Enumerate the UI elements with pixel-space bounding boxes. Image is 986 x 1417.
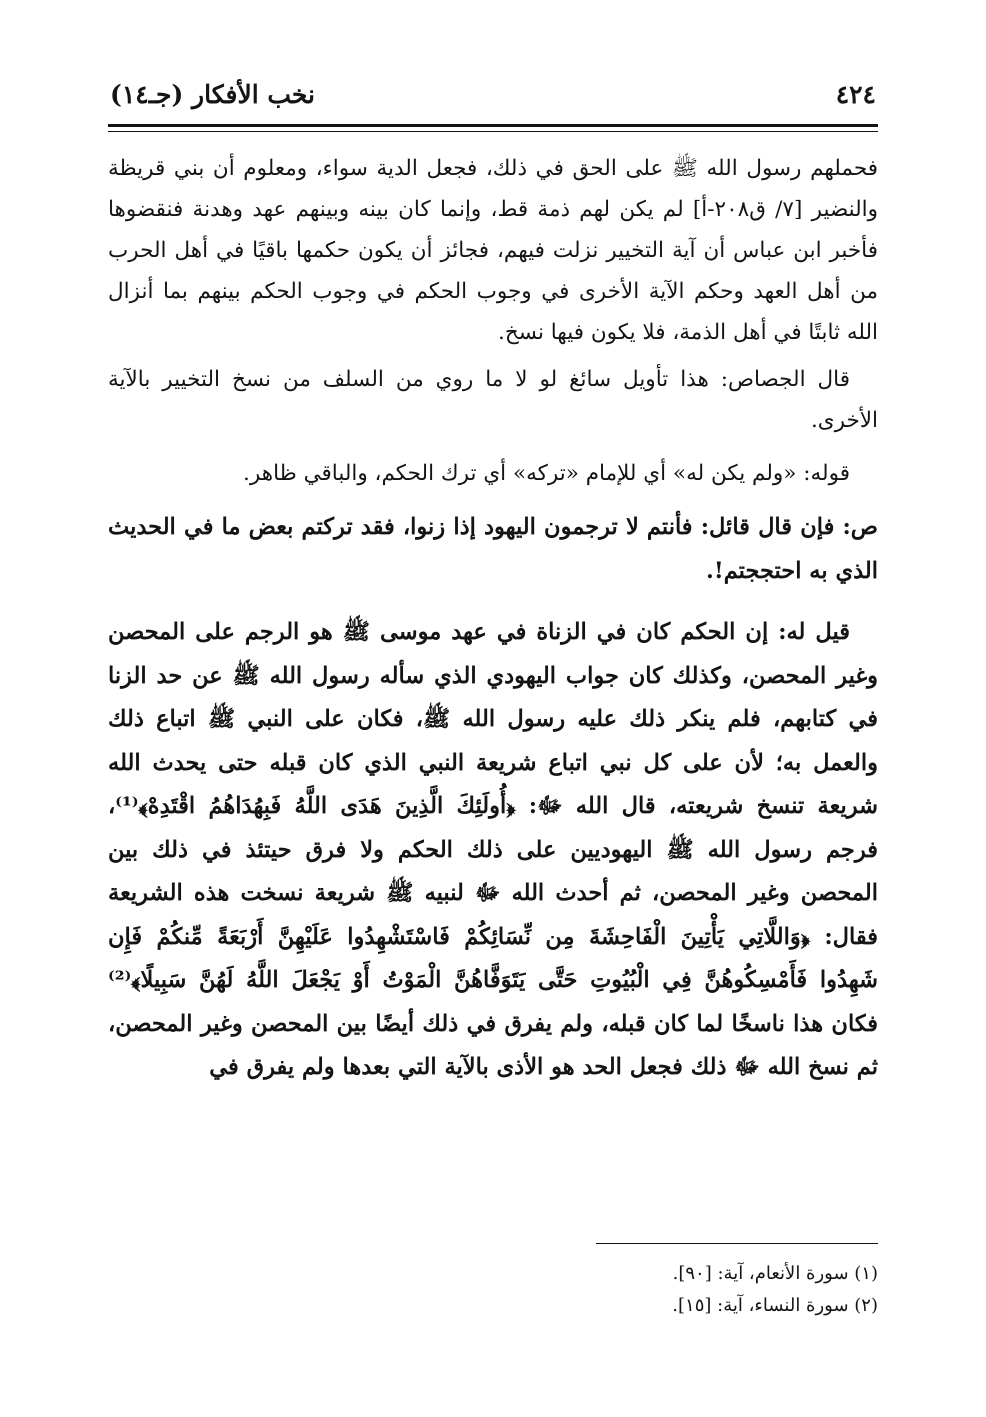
header-rule-thin	[108, 131, 878, 132]
paragraph-1: فحملهم رسول الله ﷺ على الحق في ذلك، فجعل الدية سواء، ومعلوم أن بني قريظة والنضير [٧/ ق٢٠٨-أ] لم يكن لهم ذمة قط، وإنما كان بينه وبينهم عهد وهدنة فنقضوها فأخبر ابن عباس أن آية التخيير نزلت فيهم، فجائز أن يكون حكمها باقيًا في أهل الحرب من أهل العهد وحكم الآية الأخرى في وجوب الحكم في وجوب الحكم بينهم بما أنزال الله ثابتًا في أهل الذمة، فلا يكون فيها نسخ.	[108, 156, 878, 345]
page-header	[108, 80, 878, 124]
footnotes	[108, 1258, 878, 1322]
paragraph-2: قال الجصاص: هذا تأويل سائغ لو لا ما روي من السلف من نسخ التخيير بالآية الأخرى.	[108, 367, 878, 433]
header-rule-thick	[108, 124, 878, 127]
book-page	[108, 0, 878, 1417]
paragraph-4: ص: فإن قال قائل: فأنتم لا ترجمون اليهود إذا زنوا، فقد تركتم بعض ما في الحديث الذي به احتججتم!.	[108, 514, 878, 584]
footnote-2: (٢) سورة النساء، آية: [١٥].	[672, 1295, 878, 1316]
paragraph-5: قيل له: إن الحكم كان في الزناة في عهد موسى ﷺ هو الرجم على المحصن وغير المحصن، وكذلك كان جواب اليهودي الذي سأله رسول الله ﷺ عن حد الزنا في كتابهم، فلم ينكر ذلك عليه رسول الله ﷺ، فكان على النبي ﷺ اتباع ذلك والعمل به؛ لأن على كل نبي اتباع شريعة النبي الذي كان قبله حتى يحدث الله شريعة تنسخ شريعته، قال الله ﷻ: ﴿أُولَئِكَ الَّذِينَ هَدَى اللَّهُ فَبِهُدَاهُمُ اقْتَدِهْ﴾⁽¹⁾، فرجم رسول الله ﷺ اليهوديين على ذلك الحكم ولا فرق حيتئذ في ذلك بين المحصن وغير المحصن، ثم أحدث الله ﷻ لنبيه ﷺ شريعة نسخت هذه الشريعة فقال: ﴿وَاللَّاتِي يَأْتِينَ الْفَاحِشَةَ مِن نِّسَائِكُمْ فَاسْتَشْهِدُوا عَلَيْهِنَّ أَرْبَعَةً مِّنكُمْ فَإِن شَهِدُوا فَأَمْسِكُوهُنَّ فِي الْبُيُوتِ حَتَّى يَتَوَفَّاهُنَّ الْمَوْتُ أَوْ يَجْعَلَ اللَّهُ لَهُنَّ سَبِيلًا﴾⁽²⁾ فكان هذا ناسخًا لما كان قبله، ولم يفرق في ذلك أيضًا بين المحصن وغير المحصن، ثم نسخ الله ﷻ ذلك فجعل الحد هو الأذى بالآية التي بعدها ولم يفرق في	[108, 619, 878, 1080]
footnote-separator	[596, 1243, 878, 1244]
page-number: ٤٢٤	[835, 80, 876, 109]
book-title: نخب الأفكار (جـ١٤)	[110, 80, 316, 109]
main-text	[108, 148, 878, 1090]
footnote-1: (١) سورة الأنعام، آية: [٩٠].	[672, 1263, 878, 1284]
paragraph-3: قوله: «ولم يكن له» أي للإمام «تركه» أي ترك الحكم، والباقي ظاهر.	[243, 461, 850, 486]
